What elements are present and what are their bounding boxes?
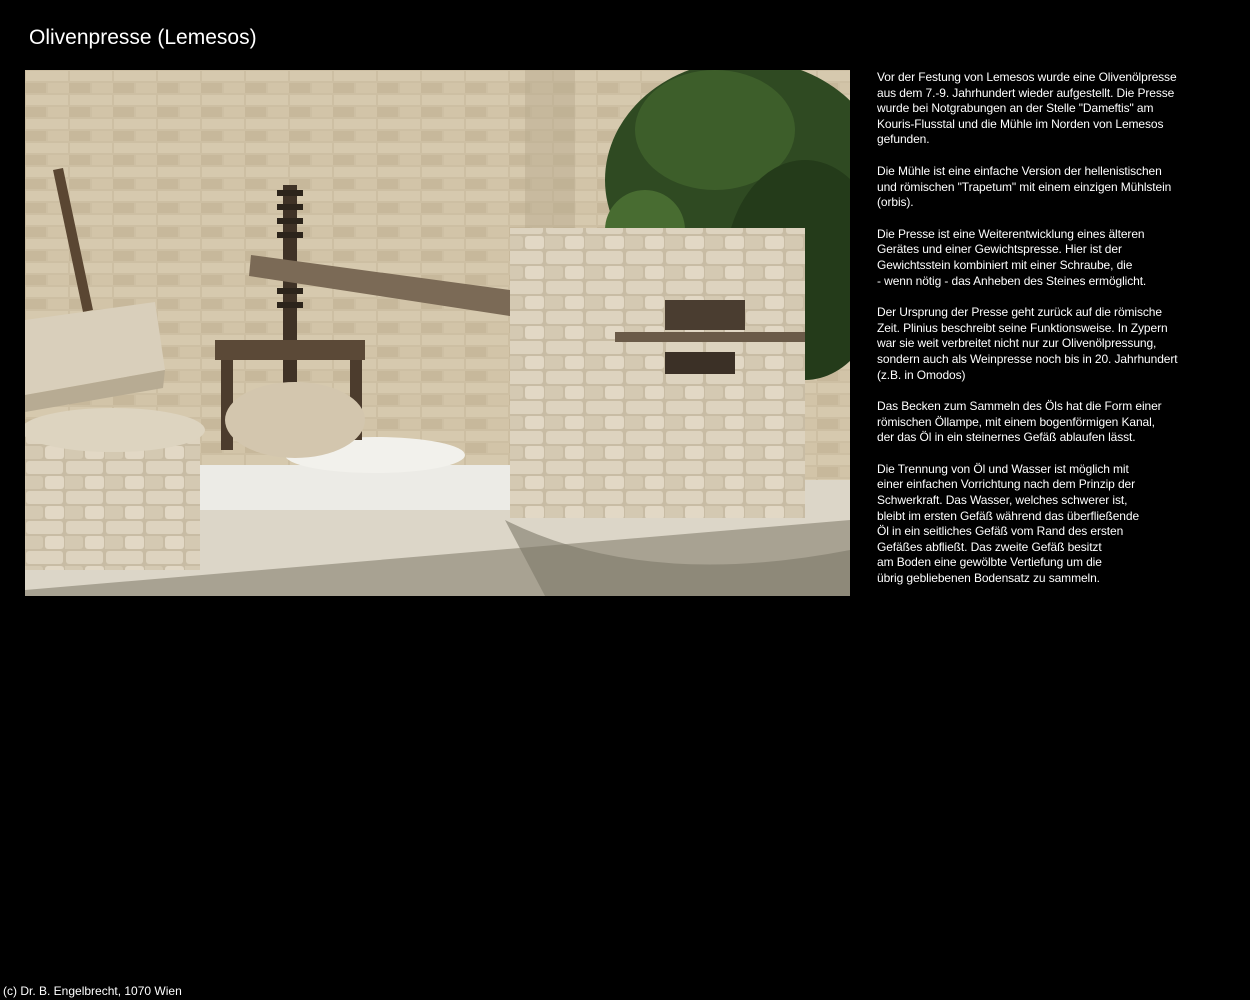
description-paragraph: Vor der Festung von Lemesos wurde eine Olivenölpresse aus dem 7.-9. Jahrhundert wieder aufgestellt. Die Presse wurde bei Notgrabungen an der Stelle "Dameftis" am Kouris-Flusstal und die Mühle im Norden von Lemesos gefunden. xyxy=(877,70,1177,147)
description-paragraph: Der Ursprung der Presse geht zurück auf die römische Zeit. Plinius beschreibt seine Funktionsweise. In Zypern war sie weit verbreitet nicht nur zur Olivenölpressung, sondern auch als Weinpresse noch bis in 20. Jahrhundert (z.B. in Omodos) xyxy=(877,305,1178,382)
stone-pillar xyxy=(510,228,805,518)
description-paragraph: Die Mühle ist eine einfache Version der hellenistischen und römischen "Trapetum" mit einem einzigen Mühlstein (orbis). xyxy=(877,163,1172,210)
copyright-notice: (c) Dr. B. Engelbrecht, 1070 Wien xyxy=(3,984,182,998)
page-title: Olivenpresse (Lemesos) xyxy=(29,26,257,49)
description-text xyxy=(877,70,1207,603)
olive-press-photo xyxy=(25,70,850,596)
description-paragraph: Die Presse ist eine Weiterentwicklung eines älteren Gerätes und einer Gewichtspresse. Hier ist der Gewichtsstein kombiniert mit einer Schraube, die - wenn nötig - das Anheben des Steines ermöglicht. xyxy=(877,226,1147,288)
description-paragraph: Das Becken zum Sammeln des Öls hat die Form einer römischen Öllampe, mit einem bogenförmigen Kanal, der das Öl in ein steinernes Gefäß ablaufen lässt. xyxy=(877,399,1162,445)
description-paragraph: Die Trennung von Öl und Wasser ist möglich mit einer einfachen Vorrichtung nach dem Prinzip der Schwerkraft. Das Wasser, welches schwerer ist, bleibt im ersten Gefäß während das überfließende Öl in ein seitliches Gefäß vom Rand des ersten Gefäßes abfließt. Das zweite Gefäß besitzt am Boden eine gewölbte Vertiefung um die übrig gebliebenen Bodensatz zu sammeln. xyxy=(877,461,1140,586)
